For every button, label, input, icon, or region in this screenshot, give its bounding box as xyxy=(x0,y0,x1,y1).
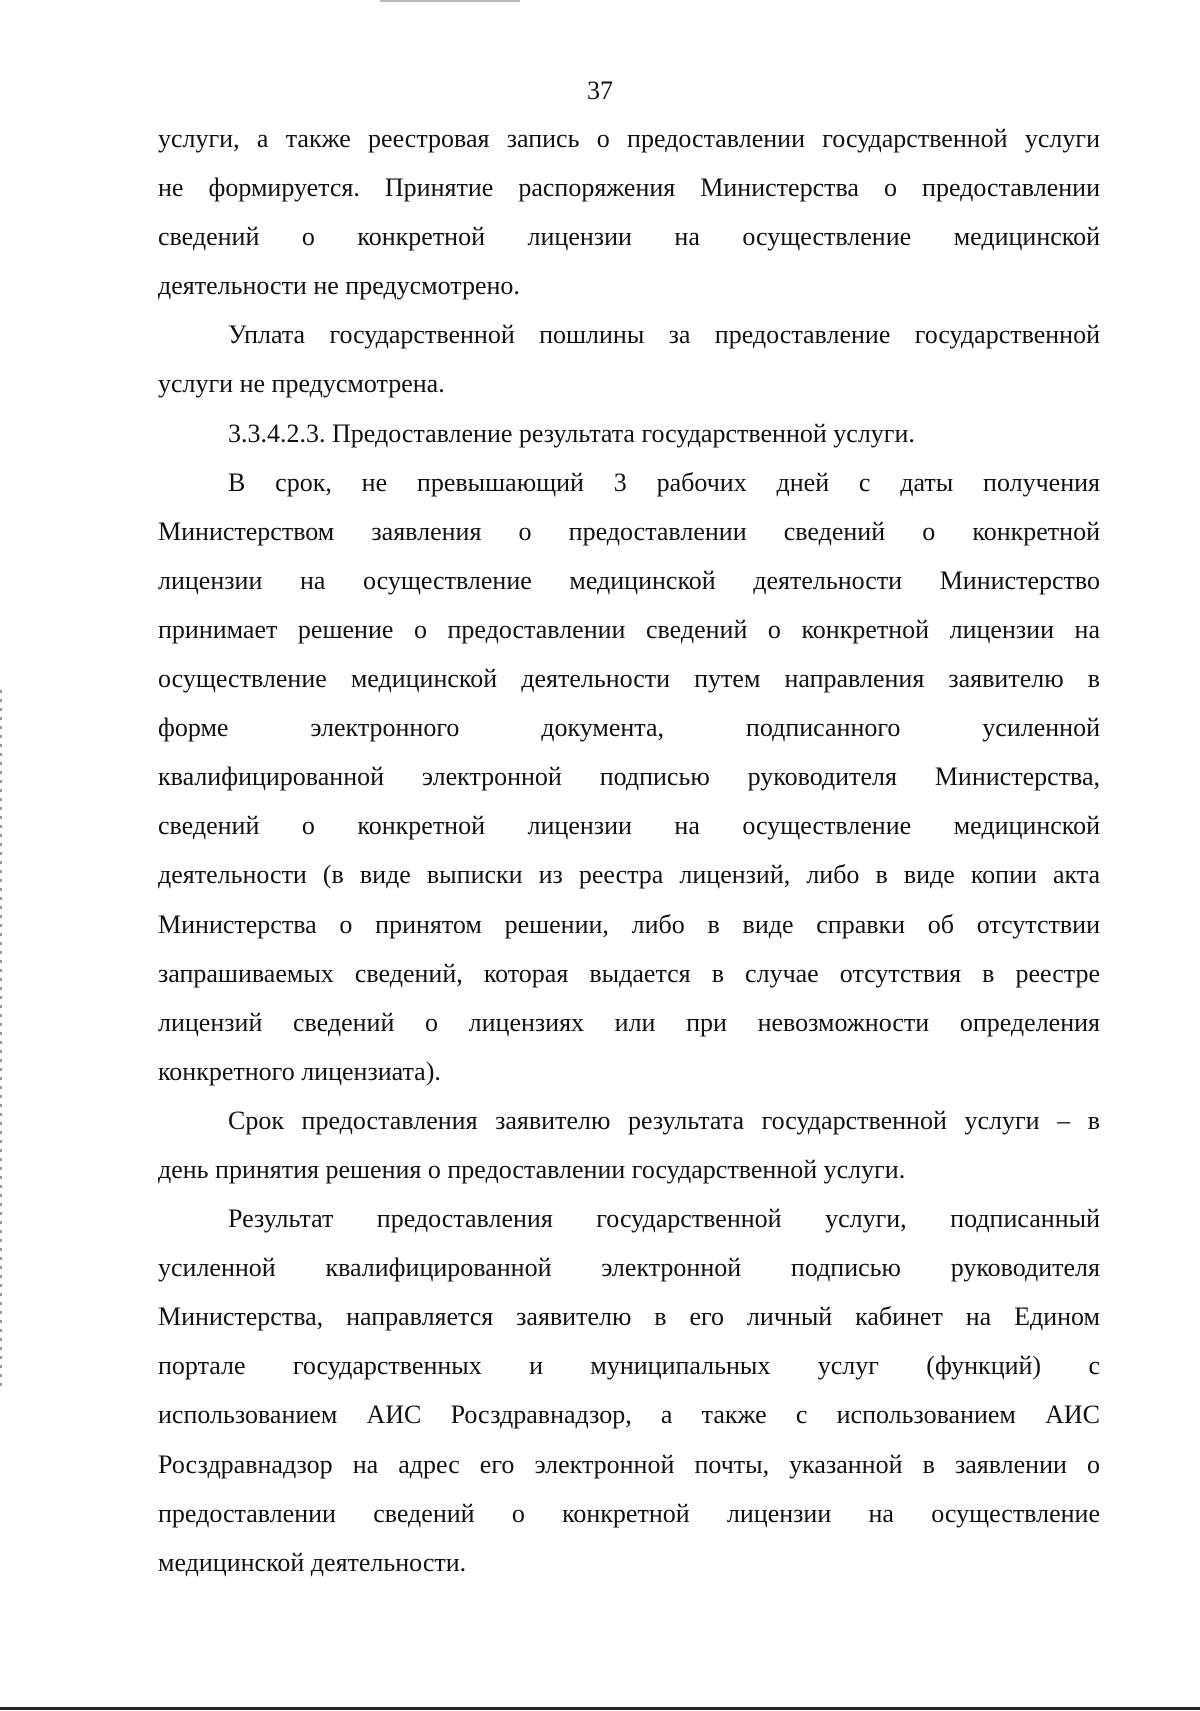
text-line: услуги, а также реестровая запись о предоставлении государственной услуги xyxy=(158,124,1100,153)
body-text xyxy=(158,114,1100,1587)
text-line: Срок предоставления заявителю результата государственной услуги – в xyxy=(228,1105,1100,1135)
text-line: В срок, не превышающий 3 рабочих дней с даты получения xyxy=(228,467,1100,497)
text-line: деятельности (в виде выписки из реестра лицензий, либо в виде копии акта xyxy=(158,860,1100,890)
text-line: Министерства, направляется заявителю в его личный кабинет на Едином xyxy=(158,1302,1100,1332)
text-line: Результат предоставления государственной услуги, подписанный xyxy=(228,1204,1100,1234)
text-line: день принятия решения о предоставлении государственной услуги. xyxy=(158,1154,906,1184)
text-line: форме электронного документа, подписанного усиленной xyxy=(158,713,1100,743)
paragraph-6 xyxy=(158,1194,1100,1587)
text-line: усиленной квалифицированной электронной подписью руководителя xyxy=(158,1253,1100,1283)
text-line: медицинской деятельности. xyxy=(158,1547,467,1577)
text-line: портале государственных и муниципальных услуг (функций) с xyxy=(158,1351,1100,1381)
text-line: конкретного лицензиата). xyxy=(158,1056,441,1086)
text-line: квалифицированной электронной подписью руководителя Министерства, xyxy=(158,762,1100,792)
text-line: Росздравнадзор на адрес его электронной почты, указанной в заявлении о xyxy=(158,1449,1100,1479)
text-line: сведений о конкретной лицензии на осуществление медицинской xyxy=(158,811,1100,841)
paragraph-5 xyxy=(158,1096,1100,1194)
text-line: услуги не предусмотрена. xyxy=(158,369,445,399)
text-line: Уплата государственной пошлины за предоставление государственной xyxy=(228,320,1100,350)
scan-edge-left xyxy=(0,690,2,1390)
section-heading: 3.3.4.2.3. Предоставление результата государственной услуги. xyxy=(228,418,915,448)
paragraph-2 xyxy=(158,310,1100,408)
paragraph-4 xyxy=(158,458,1100,1096)
scan-edge-bottom xyxy=(0,1707,1200,1710)
text-line: лицензий сведений о лицензиях или при невозможности определения xyxy=(158,1007,1100,1037)
text-line: лицензии на осуществление медицинской деятельности Министерство xyxy=(158,565,1100,595)
text-line: запрашиваемых сведений, которая выдается в случае отсутствия в реестре xyxy=(158,958,1100,988)
text-line: Министерства о принятом решении, либо в виде справки об отсутствии xyxy=(158,909,1100,939)
paragraph-3 xyxy=(158,409,1100,458)
text-line: принимает решение о предоставлении сведений о конкретной лицензии на xyxy=(158,614,1100,644)
scan-edge-top xyxy=(380,0,520,2)
text-line: осуществление медицинской деятельности путем направления заявителю в xyxy=(158,664,1100,694)
text-line: не формируется. Принятие распоряжения Министерства о предоставлении xyxy=(158,173,1100,203)
text-line: предоставлении сведений о конкретной лицензии на осуществление xyxy=(158,1498,1100,1528)
paragraph-1 xyxy=(158,114,1100,310)
page-number: 37 xyxy=(587,76,613,105)
text-line: деятельности не предусмотрено. xyxy=(158,271,520,301)
text-line: использованием АИС Росздравнадзор, а также с использованием АИС xyxy=(158,1400,1100,1430)
text-line: сведений о конкретной лицензии на осуществление медицинской xyxy=(158,222,1100,252)
text-line: Министерством заявления о предоставлении сведений о конкретной xyxy=(158,516,1100,546)
